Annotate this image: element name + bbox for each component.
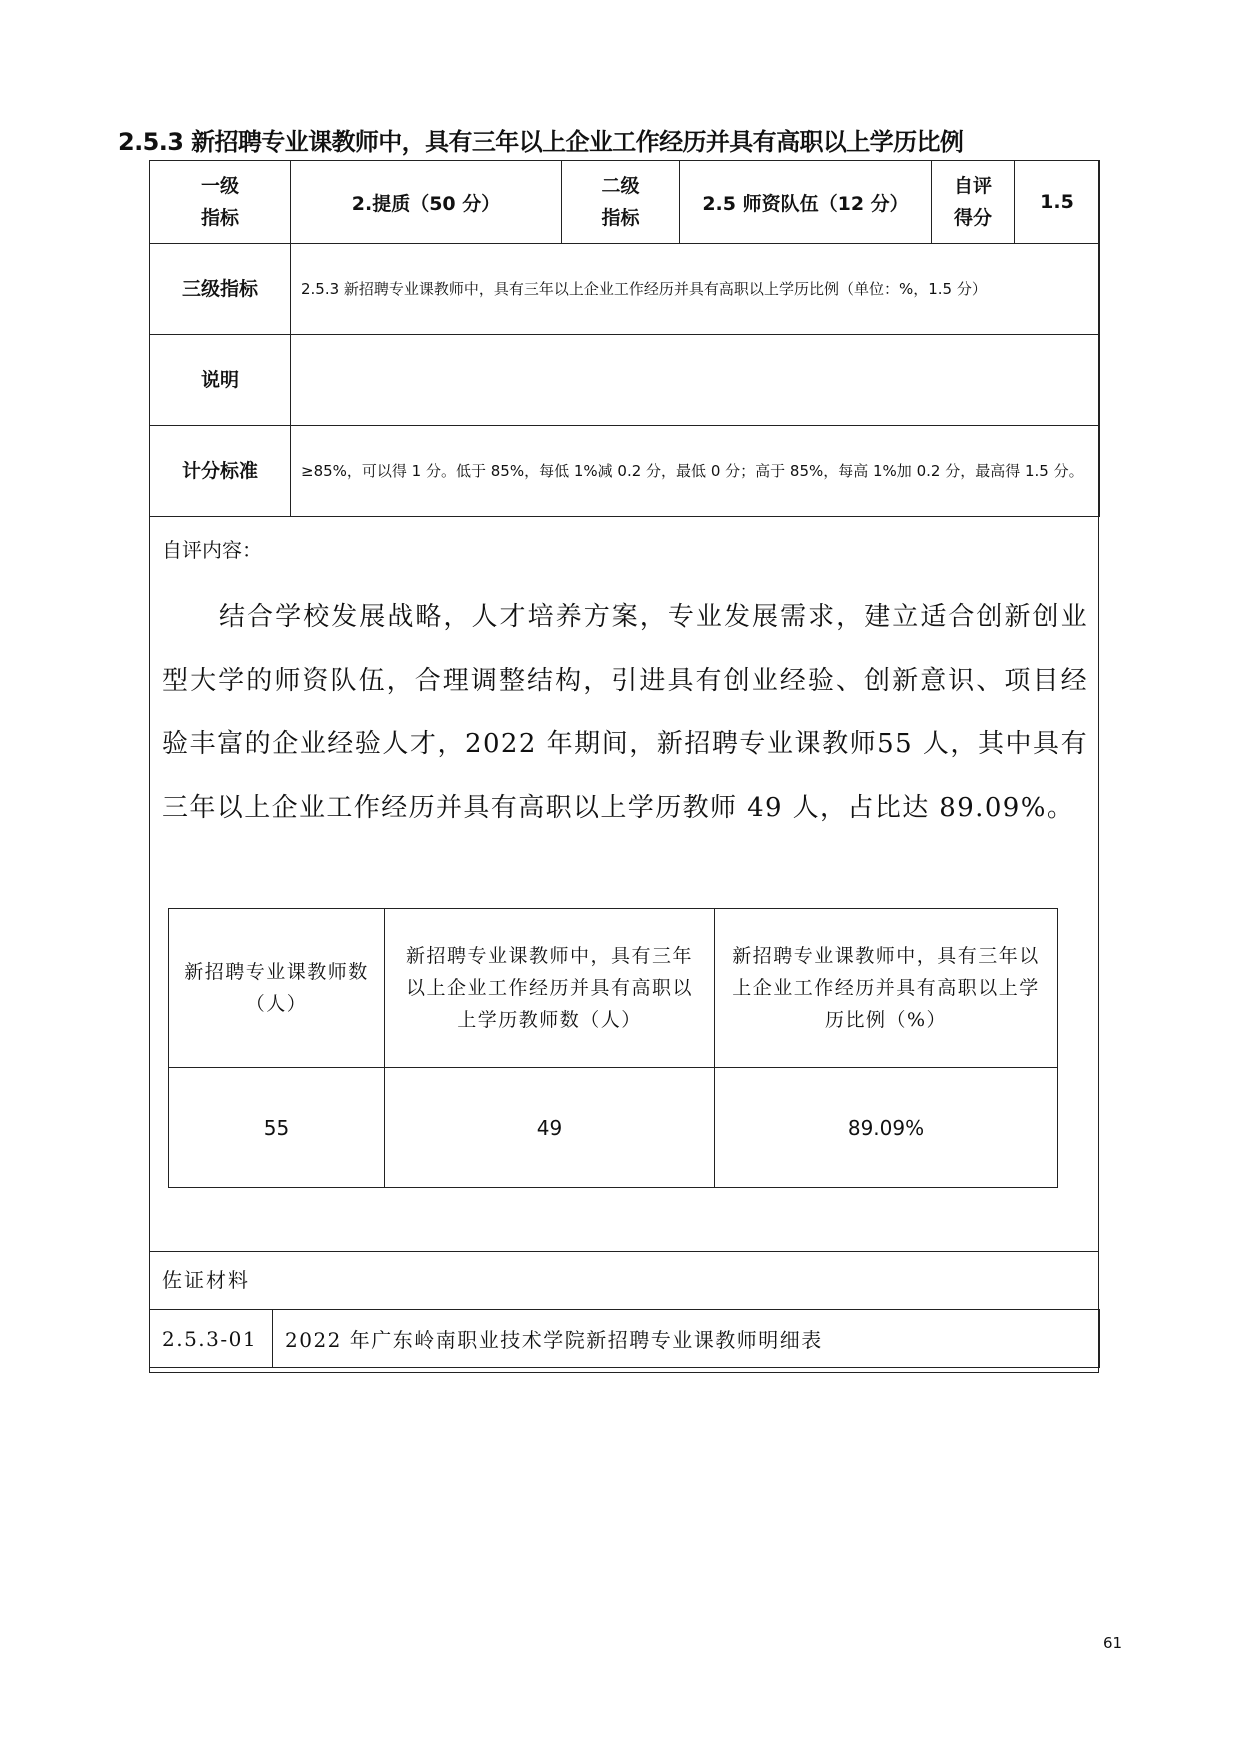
stats-header-ratio: 新招聘专业课教师中，具有三年以上企业工作经历并具有高职以上学历比例（%） — [715, 909, 1058, 1068]
self-eval-label: 自评内容： — [162, 538, 262, 562]
scoring-label: 计分标准 — [150, 426, 291, 517]
stats-header-row — [169, 909, 1058, 1068]
page-number: 61 — [1103, 1634, 1123, 1652]
self-score-value: 1.5 — [1015, 161, 1100, 244]
stats-value-row — [169, 1068, 1058, 1188]
section-heading: 2.5.3 新招聘专业课教师中，具有三年以上企业工作经历并具有高职以上学历比例 — [118, 128, 964, 156]
evidence-row — [150, 1310, 1100, 1368]
stats-value-qualified: 49 — [385, 1068, 715, 1188]
note-row — [150, 335, 1100, 426]
stats-table — [168, 908, 1058, 1188]
stats-header-qualified: 新招聘专业课教师中，具有三年以上企业工作经历并具有高职以上学历教师数（人） — [385, 909, 715, 1068]
level3-label: 三级指标 — [150, 244, 291, 335]
evidence-name: 2022 年广东岭南职业技术学院新招聘专业课教师明细表 — [273, 1310, 1100, 1368]
self-score-label — [932, 161, 1015, 244]
level2-label — [562, 161, 680, 244]
stats-value-count: 55 — [169, 1068, 385, 1188]
level1-label — [150, 161, 291, 244]
level1-label-text: 一级 指标 — [200, 175, 239, 229]
self-score-label-text: 自评 得分 — [953, 175, 992, 229]
level2-value: 2.5 师资队伍（12 分） — [680, 161, 932, 244]
level1-value: 2.提质（50 分） — [291, 161, 562, 244]
self-eval-text: 结合学校发展战略，人才培养方案，专业发展需求，建立适合创新创业型大学的师资队伍，合理调整结构，引进具有创业经验、创新意识、项目经验丰富的企业经验人才，2022 年期间，新招聘专业课教师55 人，其中具有三年以上企业工作经历并具有高职以上学历教师 49 人，占比达 89.09%。 — [162, 602, 1088, 823]
level3-row — [150, 244, 1100, 335]
stats-value-ratio: 89.09% — [715, 1068, 1058, 1188]
scoring-value: ≥85%，可以得 1 分。低于 85%，每低 1%减 0.2 分，最低 0 分；高于 85%，每高 1%加 0.2 分，最高得 1.5 分。 — [291, 426, 1100, 517]
level2-label-text: 二级 指标 — [601, 175, 640, 229]
scoring-row — [150, 426, 1100, 517]
evidence-title: 佐证材料 — [149, 1251, 1099, 1309]
evidence-table — [149, 1309, 1100, 1368]
level3-value: 2.5.3 新招聘专业课教师中，具有三年以上企业工作经历并具有高职以上学历比例（单位：%，1.5 分） — [291, 244, 1100, 335]
note-value — [291, 335, 1100, 426]
evidence-code: 2.5.3-01 — [150, 1310, 273, 1368]
indicator-row — [150, 161, 1100, 244]
note-label: 说明 — [150, 335, 291, 426]
indicator-table — [149, 160, 1100, 517]
stats-header-count: 新招聘专业课教师数（人） — [169, 909, 385, 1068]
